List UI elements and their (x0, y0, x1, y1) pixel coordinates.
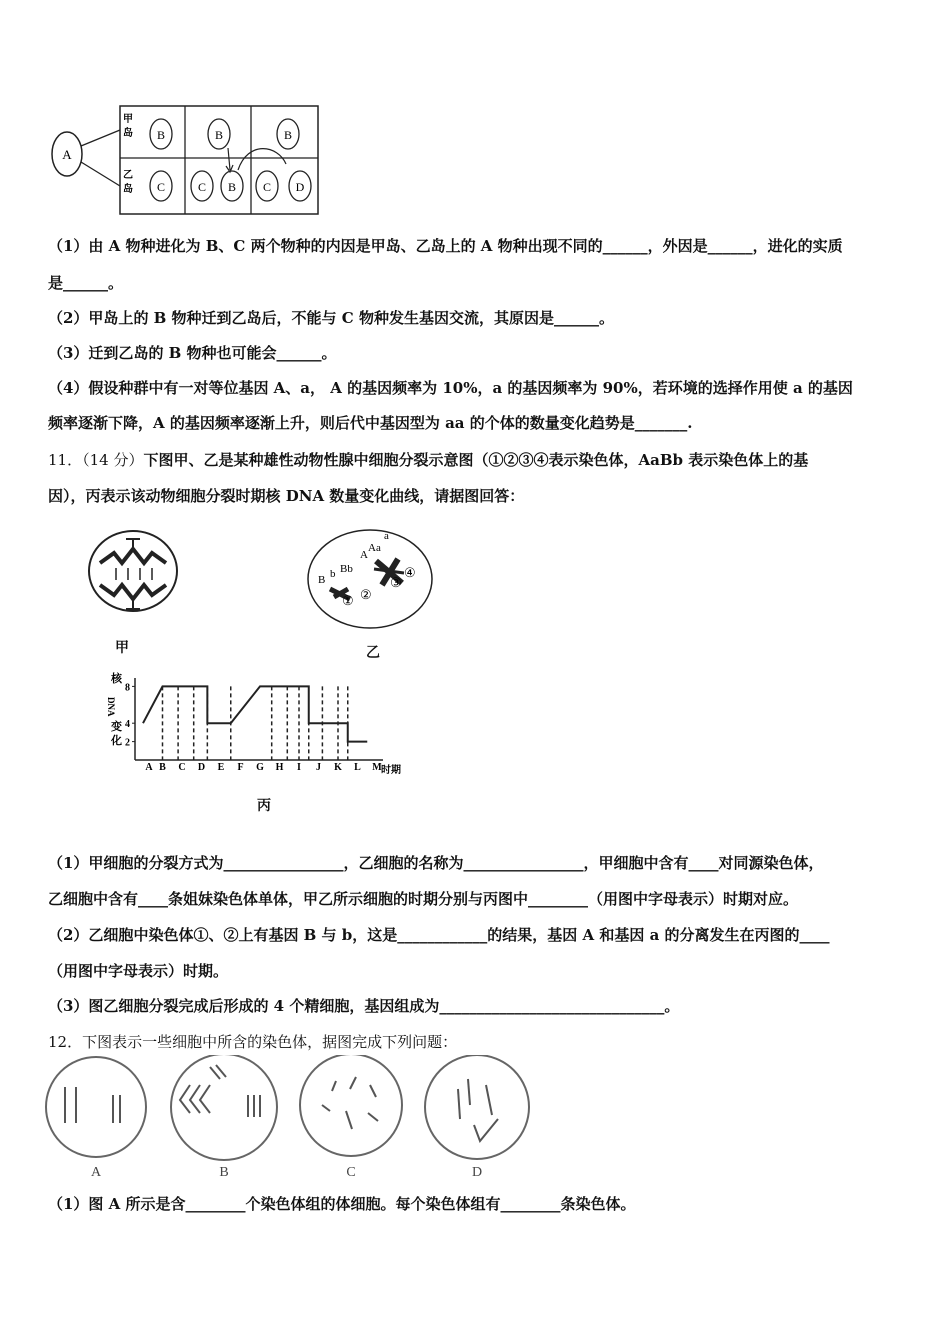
q10-part1-line2: 是______。 (48, 274, 124, 292)
svg-text:①: ① (342, 593, 354, 608)
q11-part2-line2: （用图中字母表示）时期。 (48, 962, 229, 980)
jia-cell-3: B (283, 128, 293, 142)
y-tick-label-4: 4 (125, 719, 130, 731)
svg-text:B: B (318, 574, 326, 586)
svg-text:岛: 岛 (123, 184, 133, 195)
svg-text:DNA: DNA (106, 697, 116, 717)
x-axis-label: 时期 (381, 765, 401, 776)
row-yi-label: 乙 (123, 170, 133, 181)
cell-a-label: A (90, 1165, 102, 1180)
yi-cell-3: B (227, 180, 237, 194)
jia-cell-1: B (156, 128, 166, 142)
q10-part2: （2）甲岛上的 B 物种迁到乙岛后，不能与 C 物种发生基因交流，其原因是______。 (48, 309, 614, 327)
row-jia-label: 甲 (123, 114, 133, 125)
y-tick-label-2: 2 (125, 737, 130, 749)
x-tick-label-C: C (178, 762, 186, 773)
cell-b-label: B (219, 1165, 229, 1180)
island-species-diagram (48, 100, 328, 220)
cell-yi-label: 乙 (366, 645, 380, 661)
x-tick-label-B: B (159, 762, 166, 773)
x-tick-label-D: D (197, 762, 206, 773)
svg-text:化: 化 (111, 735, 122, 747)
svg-text:③: ③ (390, 575, 402, 590)
dna-series-line (143, 686, 367, 741)
dna-change-chart (105, 670, 415, 785)
y-tick-label-8: 8 (125, 682, 130, 694)
q12-stem: 12．下图表示一些细胞中所含的染色体，据图完成下列问题： (48, 1033, 458, 1051)
x-tick-label-L: L (354, 762, 361, 773)
q10-part3: （3）迁到乙岛的 B 物种也可能会______。 (48, 344, 337, 362)
x-tick-label-A: A (145, 762, 153, 773)
x-tick-label-J: J (316, 762, 321, 773)
cell-jia-label: 甲 (115, 640, 129, 656)
svg-text:岛: 岛 (123, 128, 133, 139)
q10-part1-line1: （1）由 A 物种进化为 B、C 两个物种的内因是甲岛、乙岛上的 A 物种出现不同的______，外因是______，进化的实质 (48, 237, 843, 255)
x-tick-label-E: E (217, 762, 225, 773)
cell-jia-diagram (86, 525, 186, 625)
q11-part1-line2: 乙细胞中含有____条姐妹染色体单体，甲乙所示细胞的时期分别与丙图中________（用图中字母表示）时期对应。 (48, 890, 799, 908)
svg-text:A: A (360, 549, 368, 561)
q11-part3: （3）图乙细胞分裂完成后形成的 4 个精细胞，基因组成为______________________________。 (48, 997, 680, 1015)
x-tick-label-F: F (237, 762, 244, 773)
cell-yi-diagram (304, 527, 434, 631)
jia-cell-2: B (214, 128, 224, 142)
chart-bing-label: 丙 (257, 798, 271, 814)
x-tick-label-I: I (297, 762, 301, 773)
yi-cell-2: C (197, 180, 207, 194)
yi-cell-5: D (295, 180, 305, 194)
x-tick-label-H: H (275, 762, 284, 773)
q10-part4-line2: 频率逐渐下降，A 的基因频率逐渐上升，则后代中基因型为 aa 的个体的数量变化趋势是_______. (48, 414, 693, 432)
svg-text:b: b (330, 568, 336, 580)
species-a-label: A (62, 147, 72, 162)
x-tick-label-K: K (334, 762, 342, 773)
cell-d-label: D (471, 1165, 483, 1180)
y-axis-label: 核 (111, 673, 122, 685)
cell-c-label: C (346, 1165, 356, 1180)
q11-stem-line1: 11．（14 分）下图甲、乙是某种雄性动物性腺中细胞分裂示意图（①②③④表示染色体，AaBb 表示染色体上的基 (48, 451, 809, 469)
q11-stem-line2: 因），丙表示该动物细胞分裂时期核 DNA 数量变化曲线，请据图回答： (48, 487, 525, 505)
yi-cell-1: C (156, 180, 166, 194)
svg-text:a: a (384, 530, 389, 542)
x-tick-label-G: G (256, 762, 264, 773)
svg-text:②: ② (360, 587, 372, 602)
q10-part4-line1: （4）假设种群中有一对等位基因 A、a， A 的基因频率为 10%，a 的基因频率为 90%，若环境的选择作用使 a 的基因 (48, 379, 853, 397)
q11-number: 11．（14 分） (48, 451, 144, 469)
svg-text:变: 变 (111, 721, 122, 733)
chromosome-cells-figure (40, 1055, 540, 1183)
svg-text:Aa: Aa (368, 542, 381, 554)
svg-text:Bb: Bb (340, 563, 353, 575)
x-tick-label-M: M (372, 762, 382, 773)
svg-text:④: ④ (404, 565, 416, 580)
q11-part2-line1: （2）乙细胞中染色体①、②上有基因 B 与 b，这是____________的结果，基因 A 和基因 a 的分离发生在丙图的____ (48, 926, 830, 944)
yi-cell-4: C (262, 180, 272, 194)
q11-part1-line1: （1）甲细胞的分裂方式为________________，乙细胞的名称为________________，甲细胞中含有____对同源染色体， (48, 854, 824, 872)
q12-part1: （1）图 A 所示是含________个染色体组的体细胞。每个染色体组有________条染色体。 (48, 1195, 636, 1213)
